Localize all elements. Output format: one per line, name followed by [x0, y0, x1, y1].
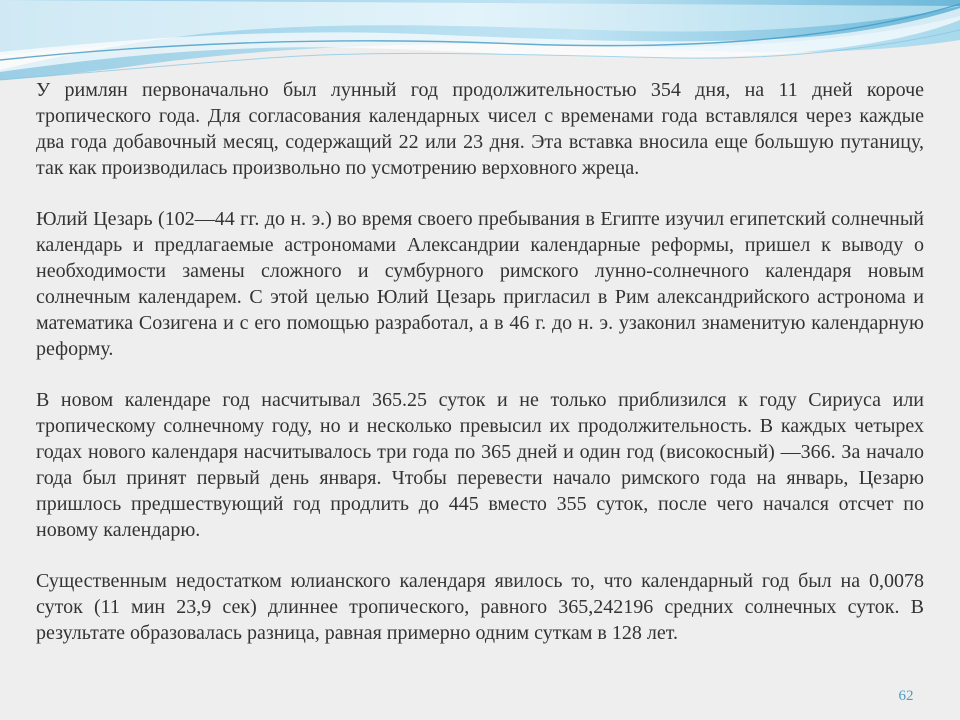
- paragraph-julius-caesar-reform: Юлий Цезарь (102—44 гг. до н. э.) во время своего пребывания в Египте изучил египетский солнечный календарь и предлагаемые астрономами Александрии календарные реформы, пришел к выводу о необходимости замены сложного и сумбурного римского лунно-солнечного календаря новым солнечным календарем. С этой целью Юлий Цезарь пригласил в Рим александрийского астронома и математика Созигена и с его помощью разработал, а в 46 г. до н. э. узаконил знаменитую календарную реформу.: [36, 208, 924, 360]
- page-number: 62: [898, 688, 914, 704]
- paragraph-julian-drawback: Существенным недостатком юлианского календаря явилось то, что календарный год был на 0,0078 суток (11 мин 23,9 сек) длиннее тропического, равного 365,242196 средних солнечных суток. В результате образовалась разница, равная примерно одним суткам в 128 лет.: [36, 570, 924, 644]
- paragraph-new-calendar: В новом календаре год насчитывал 365.25 суток и не только приблизился к году Сириуса или тропическому солнечному году, но и несколько превысил их продолжительность. В каждых четырех годах нового календаря насчитывалось три года по 365 дней и один год (високосный) —366. За начало года был принят первый день января. Чтобы перевести начало римского года на январь, Цезарю пришлось предшествующий год продлить до 445 вместо 355 суток, после чего начался отсчет по новому календарю.: [36, 389, 924, 541]
- paragraph-roman-lunar-year: У римлян первоначально был лунный год продолжительностью 354 дня, на 11 дней короче тропического года. Для согласования календарных чисел с временами года вставлялся через каждые два года добавочный месяц, содержащий 22 или 23 дня. Эта вставка вносила еще большую путаницу, так как производилась произвольно по усмотрению верховного жреца.: [36, 79, 924, 179]
- text-body: [36, 77, 924, 671]
